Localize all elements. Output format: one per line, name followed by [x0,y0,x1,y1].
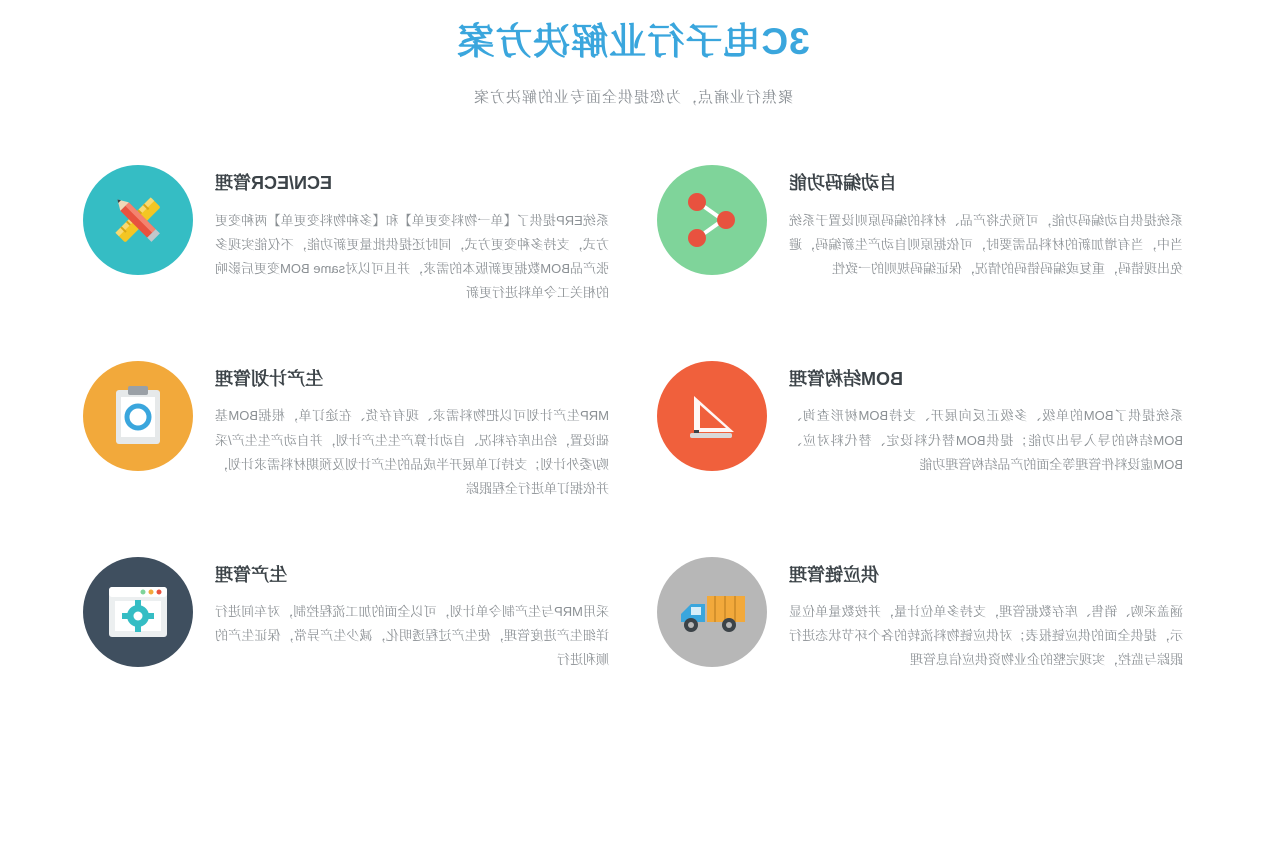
ruler-pencil-icon [83,165,193,275]
page-title: 3C电子行业解决方案 [456,21,810,62]
feature-card-auto-code [657,165,1183,305]
feature-card-production [83,557,609,673]
feature-text: 涵盖采购、销售、库存数据管理，支持多单位计量，并按数量单位显示，提供全面的供应链报表；对供应链物料流转的各个环节状态进行跟踪与监控，实现完整的企业物资供应信息管理 [789,604,1183,668]
feature-title: 自动编码功能 [789,173,897,194]
gear-window-icon [83,557,193,667]
feature-card-body [789,361,1183,477]
feature-title: 生产管理 [215,564,287,585]
feature-text: MRP生产计划可以把物料需求、现有存货、在途订单，根据BOM基础设置，给出库存料况、自动计算产生生产计划，并自动产生生产/采购/委外计划；支持订单展开半成品的生产计划及预期材料需求计划，并依据订单进行全程跟踪 [215,408,609,496]
feature-text: 系统ERP提供了【单一物料变更单】和【多种物料变更单】两种变更方式，支持多种变更方式，同时还提供批量更新功能，不仅能实现多张产品BOM数据更新版本的需求，并且可以对same BOM变更后影响的相关工令单料进行更新 [215,212,609,300]
feature-title: BOM结构管理 [789,368,903,389]
feature-title: 供应链管理 [789,564,879,585]
feature-card-mrp-plan [83,361,609,501]
feature-text: 系统提供了BOM的单级、多级正反向展开、支持BOM树形查询、BOM结构的导入导出功能；提供BOM替代料设定、替代料对应、BOM虚设料件管理等全面的产品结构管理功能 [789,408,1183,472]
feature-text: 系统提供自动编码功能，可预先将产品、材料的编码原则设置于系统当中，当有增加新的材料品需要时，可依据原则自动产生新编码，避免出现错码，重复或编码错码的情况，保证编码规则的一致性 [789,212,1183,276]
poster-header [0,0,1266,107]
ruler-triangle-icon [657,361,767,471]
feature-title: ECN/ECR管理 [215,173,333,194]
feature-card-body [215,165,609,305]
feature-card-body [215,361,609,501]
feature-card-bom-structure [657,361,1183,501]
clipboard-icon [83,361,193,471]
truck-icon [657,557,767,667]
page-subtitle: 聚焦行业痛点，为您提供全面专业的解决方案 [473,89,794,107]
feature-card-body [215,557,609,673]
feature-text: 采用MRP与生产制令单计划，可以全面的加工流程控制，对车间进行详细生产进度管理，使生产过程透明化，减少生产异常，保证生产的顺利进行 [215,604,609,668]
feature-card-ecn-ecr [83,165,609,305]
feature-card-body [789,557,1183,673]
feature-card-body [789,165,1183,281]
feature-title: 生产计划管理 [215,368,323,389]
share-nodes-icon [657,165,767,275]
feature-card-logistics [657,557,1183,673]
feature-grid [83,165,1183,672]
